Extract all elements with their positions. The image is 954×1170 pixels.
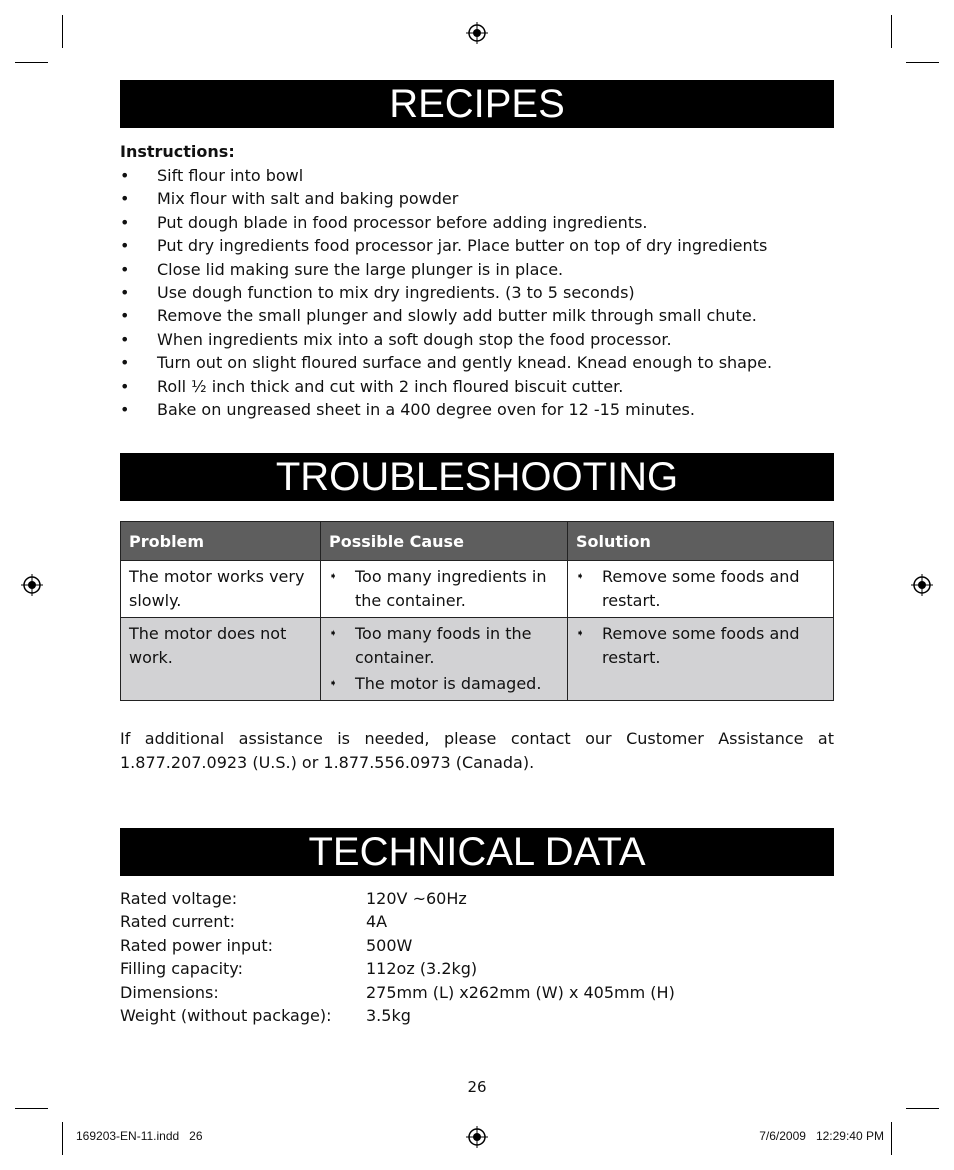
spec-value: 120V ~60Hz — [366, 889, 467, 908]
spec-label: Rated voltage: — [120, 889, 238, 908]
footer-file-name: 169203-EN-11.indd 26 — [76, 1129, 203, 1143]
crop-mark — [15, 1108, 48, 1109]
spec-label: Filling capacity: — [120, 959, 243, 979]
column-header-solution: Solution — [568, 522, 834, 561]
registration-mark-icon — [466, 1126, 488, 1148]
instructions-list — [120, 164, 772, 421]
spec-row — [120, 1004, 675, 1027]
spec-label: Rated power input: — [120, 935, 274, 955]
spec-value: 500W — [366, 935, 413, 955]
crop-mark — [62, 1122, 63, 1155]
list-item: • Close lid making sure the large plunger is in place. — [120, 258, 772, 281]
cause-item: ➧ Too many foods in the container. — [329, 622, 559, 670]
assistance-text: If additional assistance is needed, please contact our Customer Assistance at 1.877.207.0923 (U.S.) or 1.877.556.0973 (Canada). — [120, 729, 834, 772]
table-row — [121, 618, 834, 701]
crop-mark — [891, 1122, 892, 1155]
crop-mark — [891, 15, 892, 48]
solution-item: ➧ Remove some foods and restart. — [576, 565, 825, 613]
crop-mark — [906, 62, 939, 63]
list-item: • Put dry ingredients food processor jar. Place butter on top of dry ingredients — [120, 234, 772, 257]
column-header-cause: Possible Cause — [321, 522, 568, 561]
crop-mark — [906, 1108, 939, 1109]
technical-data-list — [120, 887, 675, 1027]
list-item: • Use dough function to mix dry ingredients. (3 to 5 seconds) — [120, 281, 772, 304]
cause-item: ➧ Too many ingredients in the container. — [329, 565, 559, 613]
page-number: 26 — [467, 1078, 487, 1096]
spec-label: Weight (without package): — [120, 1005, 332, 1025]
technical-data-heading: TECHNICAL DATA — [120, 828, 834, 876]
list-item: • Sift flour into bowl — [120, 164, 772, 187]
spec-value: 4A — [366, 912, 388, 932]
cause-cell — [321, 618, 568, 701]
solution-cell — [568, 618, 834, 701]
list-item: • Mix flour with salt and baking powder — [120, 187, 772, 210]
spec-row — [120, 887, 675, 910]
spec-label: Dimensions: — [120, 982, 219, 1002]
table-header-row — [121, 522, 834, 561]
spec-row — [120, 957, 675, 980]
registration-mark-icon — [466, 22, 488, 44]
list-item: • Put dough blade in food processor before adding ingredients. — [120, 211, 772, 234]
spec-row — [120, 910, 675, 933]
list-item: • Roll ½ inch thick and cut with 2 inch floured biscuit cutter. — [120, 375, 772, 398]
spec-label: Rated current: — [120, 912, 236, 932]
cause-cell — [321, 561, 568, 618]
crop-mark — [15, 62, 48, 63]
solution-item: ➧ Remove some foods and restart. — [576, 622, 825, 670]
spec-value: 3.5kg — [366, 1005, 411, 1025]
list-item: • Turn out on slight floured surface and gently knead. Knead enough to shape. — [120, 351, 772, 374]
cause-item: ➧ The motor is damaged. — [329, 672, 559, 696]
troubleshooting-heading: TROUBLESHOOTING — [120, 453, 834, 501]
troubleshooting-table — [120, 521, 834, 701]
spec-value: 112oz (3.2kg) — [366, 959, 478, 979]
list-item: • When ingredients mix into a soft dough stop the food processor. — [120, 328, 772, 351]
footer-timestamp: 7/6/2009 12:29:40 PM — [759, 1129, 884, 1143]
spec-value: 275mm (L) x262mm (W) x 405mm (H) — [366, 982, 675, 1002]
registration-mark-icon — [911, 574, 933, 596]
registration-mark-icon — [21, 574, 43, 596]
list-item: • Remove the small plunger and slowly add butter milk through small chute. — [120, 304, 772, 327]
spec-row — [120, 934, 675, 957]
solution-cell — [568, 561, 834, 618]
problem-cell: The motor does not work. — [121, 618, 321, 701]
spec-row — [120, 981, 675, 1004]
table-row — [121, 561, 834, 618]
instructions-title: Instructions: — [120, 142, 235, 161]
crop-mark — [62, 15, 63, 48]
column-header-problem: Problem — [121, 522, 321, 561]
problem-cell: The motor works very slowly. — [121, 561, 321, 618]
list-item: • Bake on ungreased sheet in a 400 degree oven for 12 -15 minutes. — [120, 398, 772, 421]
recipes-heading: RECIPES — [120, 80, 834, 128]
